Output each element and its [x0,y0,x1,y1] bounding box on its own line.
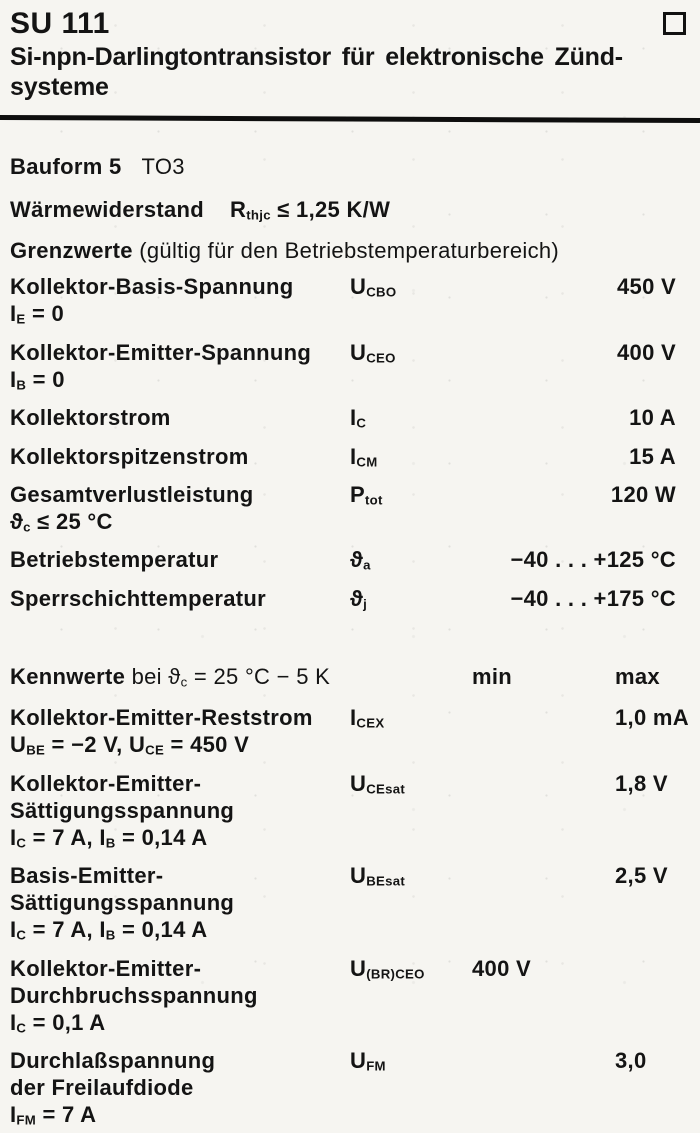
table-row [10,704,690,763]
kennwerte-header-row [10,663,690,695]
grenzwerte-note: (gültig für den Betriebstemperaturbereich) [139,238,560,264]
symbol-cell: ϑj [350,585,368,611]
param-name-cell: Kollektor-Emitter- Sättigungsspannung IC = 7 A, IB = 0,14 A [10,770,235,851]
part-number: SU 111 [10,7,110,40]
max-column-header: max [615,664,660,689]
symbol-cell: UCEsat [350,770,406,797]
value-cell: 10 A [629,405,676,431]
param-name-cell: Kollektor-Emitter- Durchbruchsspannung IC = 0,1 A [10,955,258,1035]
param-name-cell: Kollektorstrom [10,405,171,431]
device-title [10,42,690,102]
max-cell: 2,5 V [615,863,668,889]
value-cell: −40 . . . +175 °C [510,585,676,611]
param-name-cell: Kollektor-Emitter-Spannung IB = 0 [10,339,312,393]
symbol-cell: UBEsat [350,863,406,889]
kennwerte-conditions: bei ϑc = 25 °C − 5 K [125,664,331,690]
table-row [10,585,690,617]
table-row [10,1047,690,1133]
thermal-resistance-label: Wärmewiderstand [10,197,204,222]
symbol-cell: ICM [350,443,378,469]
value-cell: 400 V [617,339,676,365]
symbol-cell: ICEX [350,705,385,731]
symbol-cell: UFM [350,1047,386,1074]
table-row [10,404,690,436]
value-cell: −40 . . . +125 °C [510,547,676,573]
param-name-cell: Betriebstemperatur [10,547,219,573]
min-cell: 400 V [472,955,531,981]
table-row [10,443,690,475]
min-column-header: min [472,664,513,689]
value-cell: 15 A [629,443,676,469]
header-divider [0,115,700,123]
value-cell: 120 W [610,481,676,507]
max-cell: 1,8 V [615,770,668,796]
table-row [10,546,690,578]
param-name-cell: Gesamtverlustleistung ϑc ≤ 25 °C [10,481,254,535]
table-row [10,273,690,332]
device-title-line1: Si-npn-Darlingtontransistor für elektronische Zünd- [10,43,623,71]
kennwerte-heading: Kennwerte [10,664,126,689]
thermal-resistance-value: Rthjc ≤ 1,25 K/W [230,197,391,223]
bauform-row [10,153,690,180]
value-cell: 450 V [617,274,676,300]
max-cell: 1,0 mA [615,705,689,731]
table-row [10,955,690,1041]
package-type: TO3 [141,154,185,179]
symbol-cell: ϑa [350,547,371,573]
symbol-cell: UCEO [350,339,396,366]
thermal-resistance-row [10,196,690,228]
symbol-cell: IC [350,405,367,431]
kennwerte-table [10,663,690,1133]
table-row [10,770,690,856]
grenzwerte-table [10,273,690,617]
grenzwerte-heading-row [10,237,690,264]
param-name-cell: Kollektor-Basis-Spannung IE = 0 [10,274,294,327]
table-row [10,862,690,948]
kennwerte-heading-cell [10,663,472,695]
device-title-line2: systeme [10,73,109,101]
bauform-label: Bauform 5 [10,154,122,179]
param-name-cell: Kollektor-Emitter-Reststrom UBE = −2 V, UCE = 450 V [10,705,313,758]
param-name-cell: Kollektorspitzenstrom [10,443,249,469]
param-name-cell: Sperrschichttemperatur [10,585,267,611]
param-name-cell: Basis-Emitter- Sättigungsspannung IC = 7 A, IB = 0,14 A [10,863,235,943]
symbol-cell: U(BR)CEO [350,955,425,981]
header [10,8,690,40]
table-row [10,481,690,540]
param-name-cell: Durchlaßspannung der Freilaufdiode IFM = 7 A [10,1047,216,1128]
max-cell: 3,0 [615,1047,647,1073]
symbol-cell: Ptot [350,481,383,508]
corner-box-icon [663,12,686,35]
table-row [10,339,690,398]
grenzwerte-heading: Grenzwerte [10,238,133,264]
symbol-cell: UCBO [350,274,397,300]
